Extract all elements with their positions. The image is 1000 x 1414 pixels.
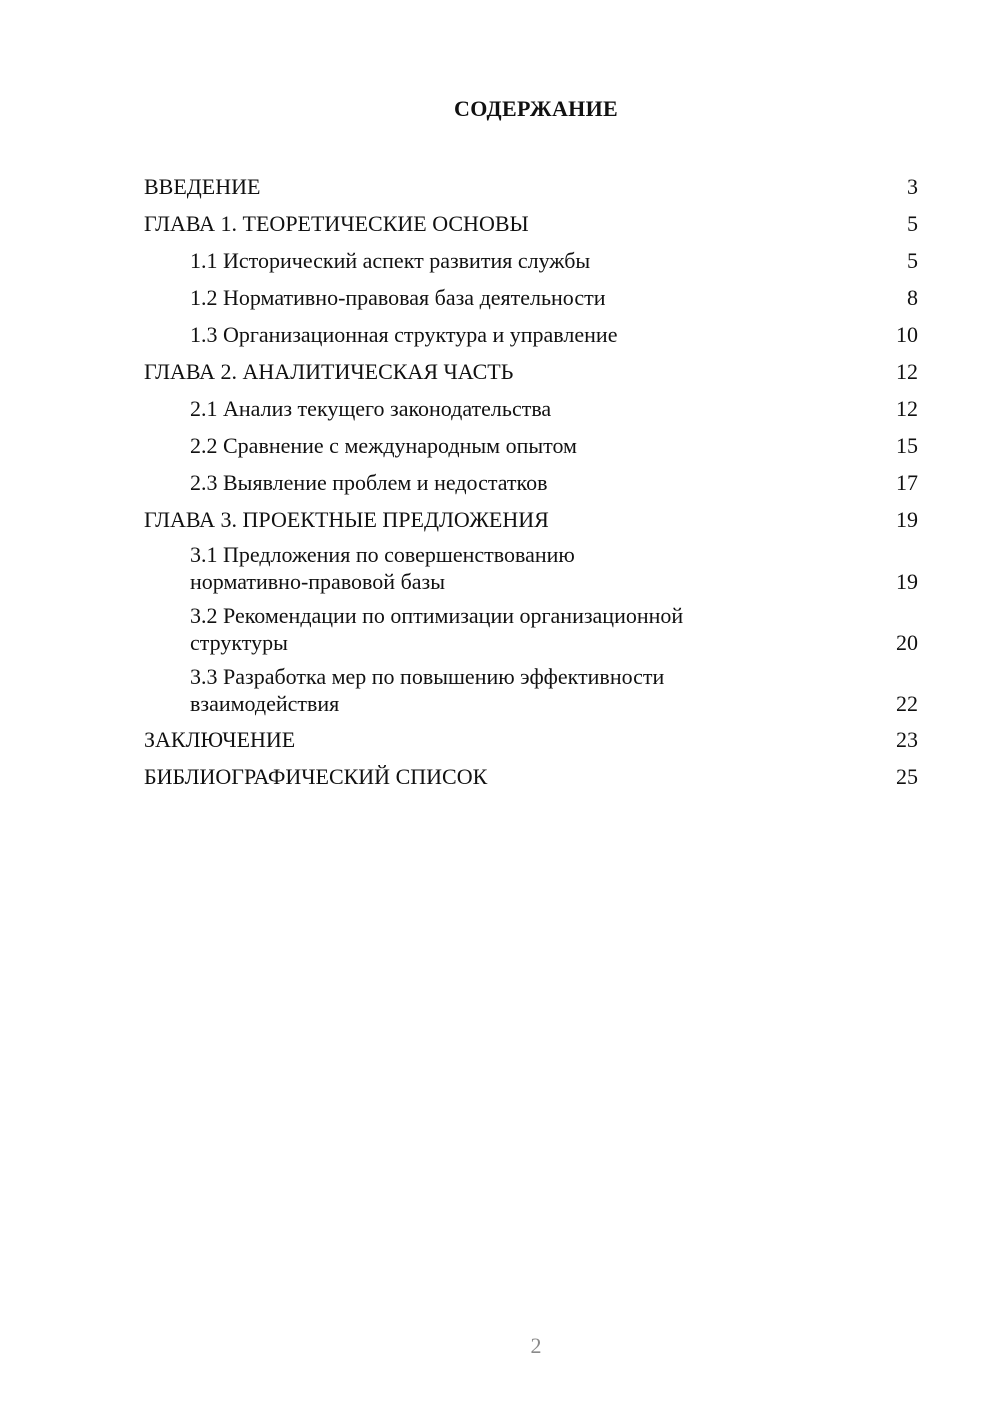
toc-entry-page: 15	[896, 433, 918, 458]
toc-entry-label: 1.1 Исторический аспект развития службы	[190, 248, 591, 273]
toc-entry-label: ГЛАВА 1. ТЕОРЕТИЧЕСКИЕ ОСНОВЫ	[144, 211, 529, 236]
toc-entry-page: 17	[896, 470, 918, 495]
toc-entry-section-2-1	[144, 390, 918, 427]
toc-entry-label: ГЛАВА 2. АНАЛИТИЧЕСКАЯ ЧАСТЬ	[144, 359, 514, 384]
toc-entry-label-line: 3.1 Предложения по совершенствованию	[190, 542, 575, 567]
toc-entry-page: 5	[907, 248, 918, 273]
toc-entry-label-line: структуры	[190, 630, 288, 655]
toc-entry-page: 20	[896, 630, 918, 655]
toc-entry-label: БИБЛИОГРАФИЧЕСКИЙ СПИСОК	[144, 764, 488, 789]
toc-entry-label: ГЛАВА 3. ПРОЕКТНЫЕ ПРЕДЛОЖЕНИЯ	[144, 507, 549, 532]
toc-entry-page: 25	[896, 764, 918, 789]
page-title: СОДЕРЖАНИЕ	[454, 96, 618, 121]
toc-entry-label-line: взаимодействия	[190, 691, 340, 716]
toc-entry-label: 1.3 Организационная структура и управление	[190, 322, 618, 347]
toc-entry-section-3-3	[144, 660, 918, 721]
toc-entry-label	[144, 602, 888, 656]
toc-entry-label	[144, 541, 888, 595]
toc-entry-bibliography	[144, 758, 918, 795]
toc-entry-section-1-2	[144, 279, 918, 316]
toc-entry-page: 23	[896, 727, 918, 752]
toc-entry-page: 19	[896, 569, 918, 594]
toc-entry-chapter-1	[144, 205, 918, 242]
page-number: 2	[530, 1333, 542, 1358]
toc-entry-page: 10	[896, 322, 918, 347]
toc-entry-label-line: нормативно-правовой базы	[190, 569, 445, 594]
toc-entry-page: 8	[907, 285, 918, 310]
toc-entry-label: 1.2 Нормативно-правовая база деятельности	[190, 285, 606, 310]
toc-entry-label	[144, 663, 888, 717]
toc-entry-label-line: 3.2 Рекомендации по оптимизации организационной	[190, 603, 684, 628]
toc-entry-section-1-1	[144, 242, 918, 279]
toc-entry-section-1-3	[144, 316, 918, 353]
toc-entry-label: ВВЕДЕНИЕ	[144, 174, 261, 199]
toc-entry-label: ЗАКЛЮЧЕНИЕ	[144, 727, 296, 752]
toc-entry-label: 2.1 Анализ текущего законодательства	[190, 396, 552, 421]
toc-entry-page: 12	[896, 359, 918, 384]
toc-entry-page: 19	[896, 507, 918, 532]
toc-entry-section-2-2	[144, 427, 918, 464]
toc-entry-section-2-3	[144, 464, 918, 501]
toc-entry-section-3-1	[144, 538, 918, 599]
toc-entry-chapter-2	[144, 353, 918, 390]
toc-entry-section-3-2	[144, 599, 918, 660]
toc-entry-label: 2.2 Сравнение с международным опытом	[190, 433, 577, 458]
toc-entry-page: 12	[896, 396, 918, 421]
toc-entry-page: 22	[896, 691, 918, 716]
toc-entry-page: 5	[907, 211, 918, 236]
toc-entry-conclusion	[144, 721, 918, 758]
toc-entry-label: 2.3 Выявление проблем и недостатков	[190, 470, 548, 495]
toc-entry-label-line: 3.3 Разработка мер по повышению эффективности	[190, 664, 665, 689]
toc-entry-page: 3	[907, 174, 918, 199]
toc-entry-chapter-3	[144, 501, 918, 538]
toc-entry-introduction	[144, 168, 918, 205]
table-of-contents	[144, 168, 918, 795]
